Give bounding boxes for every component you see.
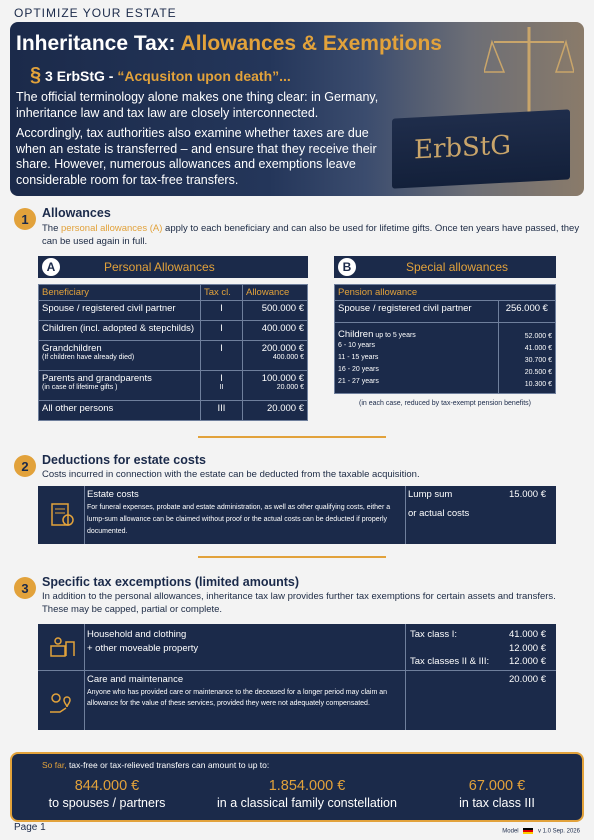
- col-beneficiary: Beneficiary: [39, 285, 201, 301]
- section-3-number: 3: [14, 577, 36, 599]
- german-flag-icon: [523, 828, 533, 834]
- section-2-title: Deductions for estate costs: [42, 453, 206, 467]
- col-tax-class: Tax cl.: [201, 285, 243, 301]
- table-row: Spouse / registered civil partner 256.000 €: [335, 301, 556, 323]
- table-row: Spouse / registered civil partner I 500.000 €: [39, 301, 308, 321]
- actual-costs-label: or actual costs: [408, 508, 470, 519]
- care-block: Care and maintenance Anyone who has provided care or maintenance to the deceased for a longer period may claim an allowance for the value of these services, provided they were not adequately compensated.: [87, 674, 388, 707]
- tax-class-1-values: 41.000 € 12.000 €: [509, 629, 546, 654]
- section-3-text: In addition to the personal allowances, inheritance tax law provides further tax exemptions for certain assets and transfers. These may be capped, partial or complete.: [42, 591, 556, 615]
- personal-allowances-title: Personal Allowances: [104, 260, 215, 274]
- divider: [198, 556, 386, 558]
- household-block: Household and clothing + other moveable property: [87, 629, 199, 654]
- care-value: 20.000 €: [509, 674, 546, 685]
- lump-sum-label: Lump sum: [408, 489, 453, 500]
- pension-note: (in each case, reduced by tax-exempt pension benefits): [359, 400, 531, 407]
- care-icon: [48, 688, 76, 716]
- lump-sum-value: 15.000 €: [509, 489, 546, 500]
- special-allowances-title: Special allowances: [406, 260, 509, 274]
- divider: [198, 436, 386, 438]
- estate-costs-text: For funeral expenses, probate and estate administration, as well as other qualifying costs, either a lump-sum allowance can be claimed without proof or the actual costs can be deducted if properly documented.: [87, 504, 391, 535]
- badge-a: A: [40, 256, 62, 278]
- table-row: Children (incl. adopted & stepchilds) I 400.000 €: [39, 321, 308, 341]
- section-1-text: The personal allowances (A) apply to each beneficiary and can also be used for lifetime gifts. Once ten years have passed, they can be used again in full.: [42, 223, 580, 247]
- kicker: OPTIMIZE YOUR ESTATE: [14, 6, 177, 20]
- intro-paragraph-2: Accordingly, tax authorities also examine whether taxes are due when an estate is transferred – and ensure that they receive their share. However, numerous allowances and exemptions leave considerable room for tax-free transfers.: [16, 126, 377, 187]
- label-tax-class-3: in tax class III: [459, 796, 535, 810]
- book-label: ErbStG: [414, 130, 512, 166]
- section-2-number: 2: [14, 455, 36, 477]
- special-allowances-table: B Special allowances Pension allowance Spouse / registered civil partner 256.000 € Children up to 5 years 6 - 10 years 11 - 15 years 16 - 20 years 21 - 27 years 52.000 € 41.000 € 30.700 € 20.500 € 10.300 € (in each case, reduced by tax-exempt pension benefits): [334, 256, 556, 407]
- estate-costs-box: [38, 486, 556, 544]
- exemptions-box: [38, 624, 556, 730]
- tax-class-1-label: Tax class I:: [410, 629, 457, 640]
- page-number: Page 1: [14, 822, 46, 833]
- table-row: All other persons III 20.000 €: [39, 401, 308, 421]
- table-row: Parents and grandparents (in case of lifetime gifts ) I II 100.000 € 20.000 €: [39, 371, 308, 401]
- label-family: in a classical family constellation: [217, 796, 397, 810]
- summary-lead: So far, tax-free or tax-relieved transfers can amount to up to:: [42, 760, 270, 770]
- section-2-text: Costs incurred in connection with the estate can be deducted from the taxable acquisition.: [42, 469, 420, 480]
- household-icon: [48, 634, 76, 662]
- tax-class-23-value: 12.000 €: [509, 656, 546, 667]
- tax-class-23-label: Tax classes II & III:: [410, 656, 490, 667]
- amount-spouses: 844.000 €: [74, 778, 140, 794]
- table-row: Grandchildren (If children have already died) I 200.000 € 400.000 €: [39, 341, 308, 371]
- table-row: Children up to 5 years 6 - 10 years 11 - 15 years 16 - 20 years 21 - 27 years 52.000 € 41.000 € 30.700 € 20.500 € 10.300 €: [335, 323, 556, 394]
- col-allowance: Allowance: [243, 285, 308, 301]
- footer-meta: Model v 1.0 Sep. 2026: [502, 828, 580, 835]
- section-1-title: Allowances: [42, 206, 111, 220]
- page-title: Inheritance Tax: Allowances & Exemptions: [16, 32, 442, 55]
- page-subtitle: § 3 ErbStG - “Acqusiton upon death”...: [30, 64, 291, 86]
- estate-document-icon: [48, 501, 76, 529]
- amount-tax-class-3: 67.000 €: [468, 778, 526, 794]
- badge-b: B: [336, 256, 358, 278]
- hero-banner: [10, 22, 584, 196]
- section-1-number: 1: [14, 208, 36, 230]
- personal-allowances-table: [38, 256, 308, 421]
- section-3-title: Specific tax excemptions (limited amounts): [42, 575, 300, 589]
- erbstg-book: [392, 109, 570, 188]
- label-spouses: to spouses / partners: [48, 796, 166, 810]
- summary-box: [10, 752, 584, 822]
- scales-icon: [484, 22, 574, 122]
- estate-costs-title: Estate costs: [87, 489, 139, 500]
- intro-paragraph-1: The official terminology alone makes one thing clear: in Germany, inheritance law and tax law are closely interconnected.: [16, 90, 379, 120]
- amount-family: 1.854.000 €: [268, 778, 346, 794]
